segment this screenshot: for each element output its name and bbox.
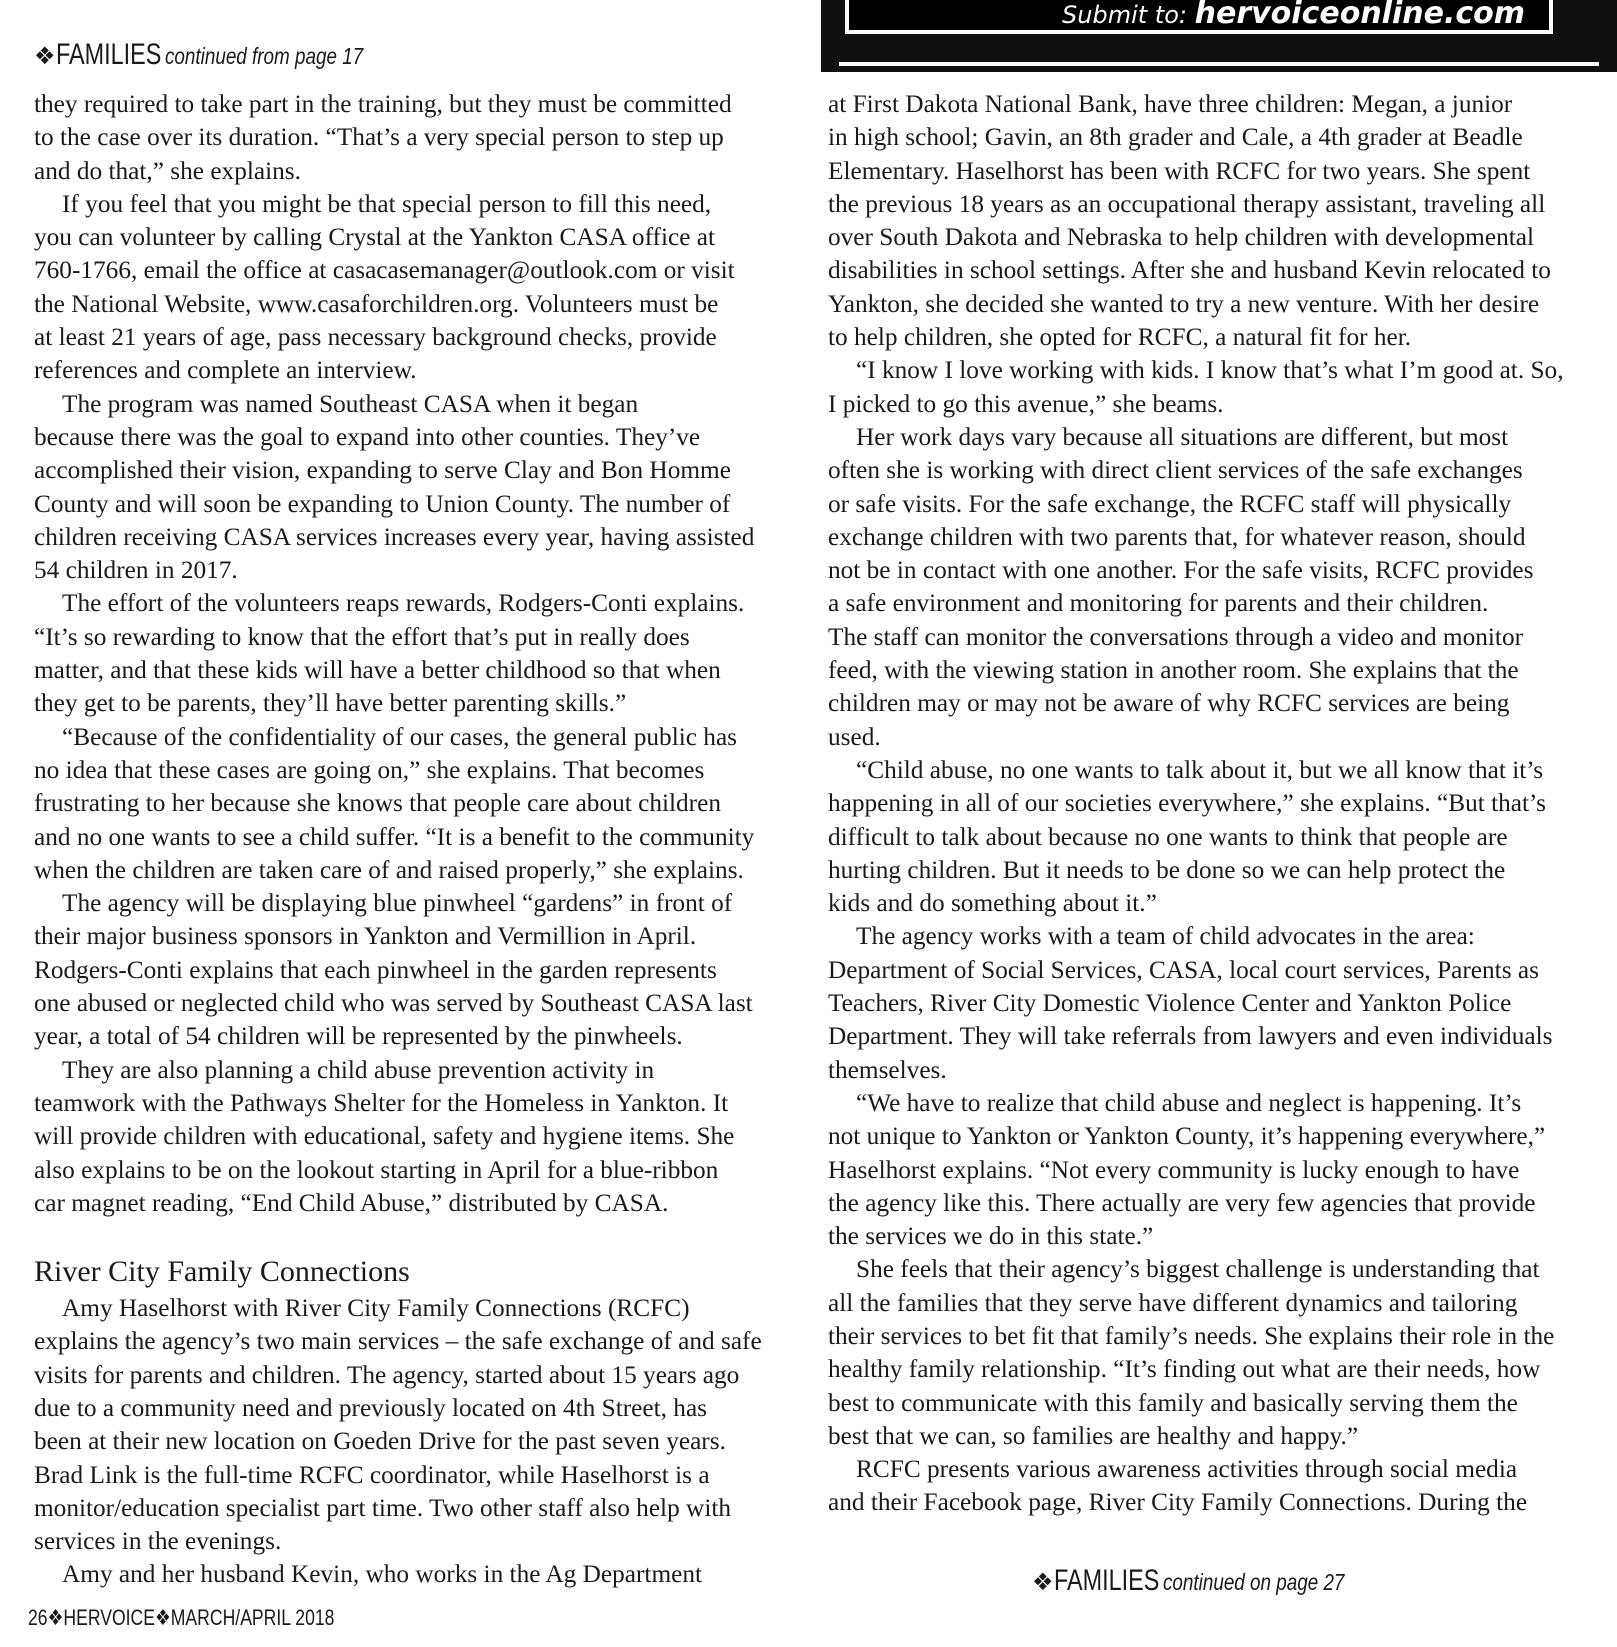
banner-submit-text bbox=[1062, 0, 1525, 31]
text-line: Elementary. Haselhorst has been with RCFC for two years. She spent bbox=[828, 156, 1531, 185]
text-line: kids and do something about it.” bbox=[828, 889, 1157, 918]
continued-from-kicker bbox=[34, 38, 406, 72]
text-line: feed, with the viewing station in another room. She explains that the bbox=[828, 656, 1519, 685]
text-line: Haselhorst explains. “Not every community is lucky enough to have bbox=[828, 1155, 1520, 1184]
text-line: “It’s so rewarding to know that the effort that’s put in really does bbox=[34, 622, 690, 651]
text-line: often she is working with direct client services of the safe exchanges bbox=[828, 456, 1523, 485]
text-line: She feels that their agency’s biggest challenge is understanding that bbox=[856, 1255, 1540, 1284]
text-line: difficult to talk about because no one wants to think that people are bbox=[828, 822, 1508, 851]
text-line: children receiving CASA services increases every year, having assisted bbox=[34, 522, 755, 551]
text-line: visits for parents and children. The agency, started about 15 years ago bbox=[34, 1360, 740, 1389]
text-line: no idea that these cases are going on,” she explains. That becomes bbox=[34, 755, 705, 784]
text-line: year, a total of 54 children will be represented by the pinwheels. bbox=[34, 1022, 683, 1051]
text-line: 760-1766, email the office at casacasemanager@outlook.com or visit bbox=[34, 256, 735, 285]
text-line: best that we can, so families are healthy and happy.” bbox=[828, 1421, 1359, 1450]
text-line: Her work days vary because all situations are different, but most bbox=[856, 422, 1509, 451]
article-column-left bbox=[34, 88, 794, 1592]
text-line: at First Dakota National Bank, have three children: Megan, a junior bbox=[828, 90, 1513, 118]
text-line: all the families that they serve have different dynamics and tailoring bbox=[828, 1288, 1518, 1317]
diamond-ornament-icon: ❖ bbox=[154, 1605, 171, 1630]
text-line: I picked to go this avenue,” she beams. bbox=[828, 389, 1224, 418]
text-line: The effort of the volunteers reaps rewards, Rodgers-Conti explains. bbox=[62, 589, 745, 618]
text-line: and do that,” she explains. bbox=[34, 156, 301, 185]
text-line: themselves. bbox=[828, 1055, 947, 1084]
text-line: when the children are taken care of and raised properly,” she explains. bbox=[34, 855, 744, 884]
text-line: services in the evenings. bbox=[34, 1527, 282, 1556]
text-line: to help children, she opted for RCFC, a natural fit for her. bbox=[828, 323, 1412, 352]
text-line: “We have to realize that child abuse and neglect is happening. It’s bbox=[856, 1088, 1522, 1117]
section-subhead: River City Family Connections bbox=[34, 1255, 410, 1289]
text-line: Amy and her husband Kevin, who works in the Ag Department bbox=[62, 1560, 703, 1589]
text-line: not be in contact with one another. For the safe visits, RCFC provides bbox=[828, 556, 1534, 585]
text-line: at least 21 years of age, pass necessary background checks, provide bbox=[34, 323, 717, 352]
text-line: If you feel that you might be that special person to fill this need, bbox=[62, 189, 712, 218]
text-line: the services we do in this state.” bbox=[828, 1222, 1154, 1251]
article-column-right bbox=[828, 88, 1598, 1520]
magazine-name: HERVOICE bbox=[63, 1605, 155, 1630]
text-line: Amy Haselhorst with River City Family Connections (RCFC) bbox=[62, 1294, 690, 1323]
text-line: in high school; Gavin, an 8th grader and Cale, a 4th grader at Beadle bbox=[828, 123, 1523, 152]
text-line: a safe environment and monitoring for parents and their children. bbox=[828, 589, 1489, 618]
text-line: not unique to Yankton or Yankton County, it’s happening everywhere,” bbox=[828, 1122, 1546, 1151]
banner-prefix: Submit to: bbox=[1062, 1, 1187, 29]
text-line: and no one wants to see a child suffer. “It is a benefit to the community bbox=[34, 822, 755, 851]
continued-note: continued on page 27 bbox=[1162, 1569, 1345, 1595]
text-line: accomplished their vision, expanding to serve Clay and Bon Homme bbox=[34, 456, 731, 485]
text-line: disabilities in school settings. After she and husband Kevin relocated to bbox=[828, 256, 1551, 285]
text-line: because there was the goal to expand into other counties. They’ve bbox=[34, 422, 701, 451]
text-line: and their Facebook page, River City Family Connections. During the bbox=[828, 1488, 1528, 1517]
page-footer bbox=[28, 1605, 411, 1631]
text-line: due to a community need and previously located on 4th Street, has bbox=[34, 1393, 708, 1422]
text-line: car magnet reading, “End Child Abuse,” distributed by CASA. bbox=[34, 1188, 669, 1217]
text-line: The program was named Southeast CASA when it began bbox=[62, 389, 639, 418]
text-line: the previous 18 years as an occupational therapy assistant, traveling all bbox=[828, 189, 1546, 218]
text-line: “I know I love working with kids. I know that’s what I’m good at. So, bbox=[856, 356, 1564, 385]
text-line: Rodgers-Conti explains that each pinwheel in the garden represents bbox=[34, 955, 717, 984]
text-line: the agency like this. There actually are very few agencies that provide bbox=[828, 1188, 1536, 1217]
text-line: their major business sponsors in Yankton and Vermillion in April. bbox=[34, 922, 697, 951]
text-line: hurting children. But it needs to be done so we can help protect the bbox=[828, 855, 1506, 884]
continued-note: continued from page 17 bbox=[164, 43, 363, 69]
text-line: Department of Social Services, CASA, local court services, Parents as bbox=[828, 955, 1539, 984]
text-line: Yankton, she decided she wanted to try a new venture. With her desire bbox=[828, 289, 1540, 318]
text-line: over South Dakota and Nebraska to help children with developmental bbox=[828, 223, 1535, 252]
text-line: Teachers, River City Domestic Violence Center and Yankton Police bbox=[828, 989, 1512, 1018]
text-line: monitor/education specialist part time. Two other staff also help with bbox=[34, 1493, 732, 1522]
text-line: exchange children with two parents that, for whatever reason, should bbox=[828, 522, 1526, 551]
banner-box bbox=[845, 0, 1553, 34]
text-line: healthy family relationship. “It’s finding out what are their needs, how bbox=[828, 1355, 1541, 1384]
text-line: teamwork with the Pathways Shelter for the Homeless in Yankton. It bbox=[34, 1088, 729, 1117]
text-line: The staff can monitor the conversations through a video and monitor bbox=[828, 622, 1524, 651]
continued-on-kicker bbox=[1032, 1564, 1384, 1598]
submission-banner bbox=[821, 0, 1617, 72]
text-line: one abused or neglected child who was served by Southeast CASA last bbox=[34, 989, 753, 1018]
text-line: The agency works with a team of child advocates in the area: bbox=[856, 922, 1475, 951]
text-line: Department. They will take referrals from lawyers and even individuals bbox=[828, 1022, 1553, 1051]
text-line: happening in all of our societies everywhere,” she explains. “But that’s bbox=[828, 789, 1546, 818]
text-line: They are also planning a child abuse prevention activity in bbox=[62, 1055, 655, 1084]
text-line: will provide children with educational, safety and hygiene items. She bbox=[34, 1122, 735, 1151]
text-line: County and will soon be expanding to Union County. The number of bbox=[34, 489, 731, 518]
issue-date: MARCH/APRIL 2018 bbox=[170, 1605, 335, 1630]
section-word: FAMILIES bbox=[55, 38, 161, 71]
text-line: also explains to be on the lookout starting in April for a blue-ribbon bbox=[34, 1155, 719, 1184]
text-line: best to communicate with this family and basically serving them the bbox=[828, 1388, 1518, 1417]
text-line: their services to bet fit that family’s needs. She explains their role in the bbox=[828, 1321, 1555, 1350]
text-line: RCFC presents various awareness activities through social media bbox=[856, 1455, 1518, 1484]
text-line: used. bbox=[828, 722, 881, 751]
text-line: frustrating to her because she knows that people care about children bbox=[34, 789, 721, 818]
diamond-ornament-icon: ❖ bbox=[1032, 1568, 1054, 1596]
page-number: 26 bbox=[28, 1605, 48, 1630]
text-line: “Child abuse, no one wants to talk about it, but we all know that it’s bbox=[856, 755, 1544, 784]
text-line: been at their new location on Goeden Drive for the past seven years. bbox=[34, 1427, 726, 1456]
text-line: children may or may not be aware of why RCFC services are being bbox=[828, 689, 1510, 718]
text-line: 54 children in 2017. bbox=[34, 556, 238, 585]
text-line: “Because of the confidentiality of our cases, the general public has bbox=[62, 722, 738, 751]
text-line: Brad Link is the full-time RCFC coordinator, while Haselhorst is a bbox=[34, 1460, 710, 1489]
text-line: or safe visits. For the safe exchange, the RCFC staff will physically bbox=[828, 489, 1512, 518]
text-line: you can volunteer by calling Crystal at the Yankton CASA office at bbox=[34, 223, 716, 252]
text-line: references and complete an interview. bbox=[34, 356, 417, 385]
text-line: The agency will be displaying blue pinwheel “gardens” in front of bbox=[62, 889, 733, 918]
banner-divider bbox=[839, 62, 1599, 66]
banner-site-link[interactable]: hervoiceonline.com bbox=[1194, 0, 1525, 31]
text-line: explains the agency’s two main services – the safe exchange of and safe bbox=[34, 1327, 762, 1356]
text-line: they get to be parents, they’ll have better parenting skills.” bbox=[34, 689, 627, 718]
diamond-ornament-icon: ❖ bbox=[34, 42, 56, 70]
text-line: the National Website, www.casaforchildren.org. Volunteers must be bbox=[34, 289, 719, 318]
text-line: they required to take part in the training, but they must be committed bbox=[34, 90, 732, 118]
diamond-ornament-icon: ❖ bbox=[47, 1605, 64, 1630]
section-word: FAMILIES bbox=[1053, 1564, 1159, 1597]
text-line: matter, and that these kids will have a better childhood so that when bbox=[34, 656, 721, 685]
text-line: to the case over its duration. “That’s a very special person to step up bbox=[34, 123, 724, 152]
